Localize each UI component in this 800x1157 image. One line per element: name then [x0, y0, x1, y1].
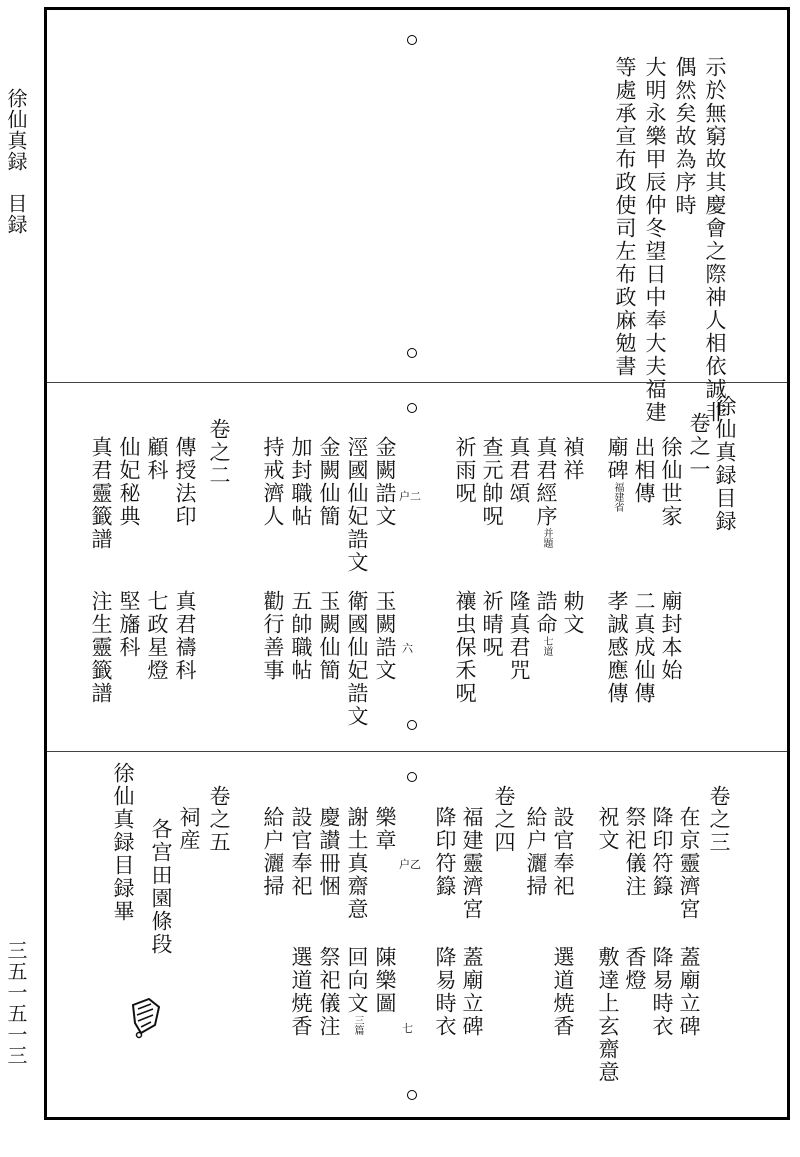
page-frame: [44, 7, 790, 1120]
toc-entry: 祈晴呪: [480, 590, 504, 659]
toc-entry: 廟碑福建省: [605, 436, 629, 512]
toc-entry: 玉闕誥文: [373, 590, 397, 682]
toc-entry: 禳虫保禾呪: [453, 590, 477, 705]
toc-entry: 注生靈籤譜: [89, 590, 113, 705]
seal-mark-icon: [129, 995, 163, 1039]
toc-entry: 慶讃冊悃: [317, 806, 341, 898]
juan-heading: 卷之二: [207, 418, 231, 487]
toc-entry: 禎祥: [561, 436, 585, 482]
note-fujian: 福建省: [612, 482, 623, 512]
page-mark: 七: [402, 1022, 413, 1035]
toc-entry: 祈雨呪: [453, 436, 477, 505]
toc-entry: 五帥職帖: [289, 590, 313, 682]
page-mark: 户二: [399, 490, 421, 503]
toc-entry: 出相傳: [632, 436, 656, 505]
toc-entry: 香燈: [623, 946, 647, 992]
toc-entry: 真君經序并題: [534, 436, 558, 548]
toc-entry: 祝文: [596, 806, 620, 852]
toc-entry: 顧科: [145, 436, 169, 482]
juan-heading: 卷之三: [707, 785, 731, 854]
toc-entry: 祭祀儀注: [623, 806, 647, 898]
toc-entry: 玉闕仙簡: [317, 590, 341, 682]
toc-entry: 降印符籙: [433, 806, 457, 898]
toc-entry: 二真成仙傳: [632, 590, 656, 705]
toc-entry: 降易時衣: [433, 946, 457, 1038]
juan-heading: 卷之四: [492, 785, 516, 854]
toc-title: 徐仙真録目録: [713, 395, 737, 533]
toc-entry: 誥命七道: [534, 590, 558, 656]
preface-line: 偶然矣故為序時: [673, 56, 697, 217]
juan-heading: 卷之一: [687, 412, 711, 481]
toc-entry: 金闕誥文: [373, 436, 397, 528]
toc-entry: 隆真君咒: [507, 590, 531, 682]
toc-entry: 勸行善事: [261, 590, 285, 682]
preface-line: 大明永樂甲辰仲冬望日中奉大夫福建: [643, 56, 667, 424]
toc-entry: 謝土真齋意: [345, 806, 369, 921]
end-title: 徐仙真録目録畢: [111, 762, 135, 923]
toc-entry: 陳樂圖: [373, 946, 397, 1015]
toc-entry: 勅文: [561, 590, 585, 636]
toc-entry: 各宫田園條段: [149, 818, 173, 956]
toc-entry: 孝誠感應傳: [605, 590, 629, 705]
toc-entry: 堅旛科: [117, 590, 141, 659]
toc-entry: 蓋廟立碑: [460, 946, 484, 1038]
toc-entry: 給户灑掃: [261, 806, 285, 898]
juan-heading: 卷之五: [207, 785, 231, 854]
book-title-margin: 徐仙真録 目録: [4, 88, 28, 235]
page-number-margin: 三五一五一三: [4, 940, 28, 1066]
preface-line: 示於無窮故其慶會之際神人相依誠非: [703, 56, 727, 424]
page-mark: 六: [402, 642, 413, 655]
note-qidao: 七道: [541, 636, 552, 656]
toc-entry: 持戒濟人: [261, 436, 285, 528]
toc-entry: 仙妃秘典: [117, 436, 141, 528]
fold-marker: [407, 35, 417, 45]
note-sanpian: 三篇: [352, 1015, 363, 1035]
toc-entry: 金闕仙簡: [317, 436, 341, 528]
toc-entry: 廟封本始: [659, 590, 683, 682]
fold-marker: [407, 772, 417, 782]
toc-entry: 祠産: [177, 806, 201, 852]
toc-entry: 衛國仙妃誥文: [345, 590, 369, 728]
fold-marker: [407, 1090, 417, 1100]
toc-entry: 降易時衣: [650, 946, 674, 1038]
page-mark: 户乙: [399, 858, 421, 871]
toc-entry: 選道焼香: [551, 946, 575, 1038]
preface-line: 等處承宣布政使司左布政麻勉書: [613, 56, 637, 378]
toc-entry: 回向文三篇: [345, 946, 369, 1035]
note-bingti: 并題: [541, 528, 552, 548]
block-divider-2: [47, 751, 787, 752]
toc-entry: 徐仙世家: [659, 436, 683, 528]
toc-entry: 樂章: [373, 806, 397, 852]
fold-marker: [407, 403, 417, 413]
toc-entry: 敷達上玄齋意: [596, 946, 620, 1084]
toc-entry: 給户灑掃: [524, 806, 548, 898]
toc-entry: 設官奉祀: [289, 806, 313, 898]
toc-entry: 祭祀儀注: [317, 946, 341, 1038]
toc-entry: 福建靈濟宮: [460, 806, 484, 921]
toc-entry: 在京靈濟宮: [677, 806, 701, 921]
toc-entry: 設官奉祀: [551, 806, 575, 898]
toc-entry: 真君禱科: [173, 590, 197, 682]
fold-marker: [407, 348, 417, 358]
toc-entry: 加封職帖: [289, 436, 313, 528]
toc-entry: 傳授法印: [173, 436, 197, 528]
toc-entry: 七政星燈: [145, 590, 169, 682]
toc-entry: 選道焼香: [289, 946, 313, 1038]
toc-entry: 涇國仙妃誥文: [345, 436, 369, 574]
toc-entry: 降印符籙: [650, 806, 674, 898]
fold-marker: [407, 720, 417, 730]
toc-entry: 蓋廟立碑: [677, 946, 701, 1038]
toc-entry: 真君靈籤譜: [89, 436, 113, 551]
toc-entry: 查元帥呪: [480, 436, 504, 528]
toc-entry: 真君頌: [507, 436, 531, 505]
block-divider-1: [47, 382, 787, 383]
